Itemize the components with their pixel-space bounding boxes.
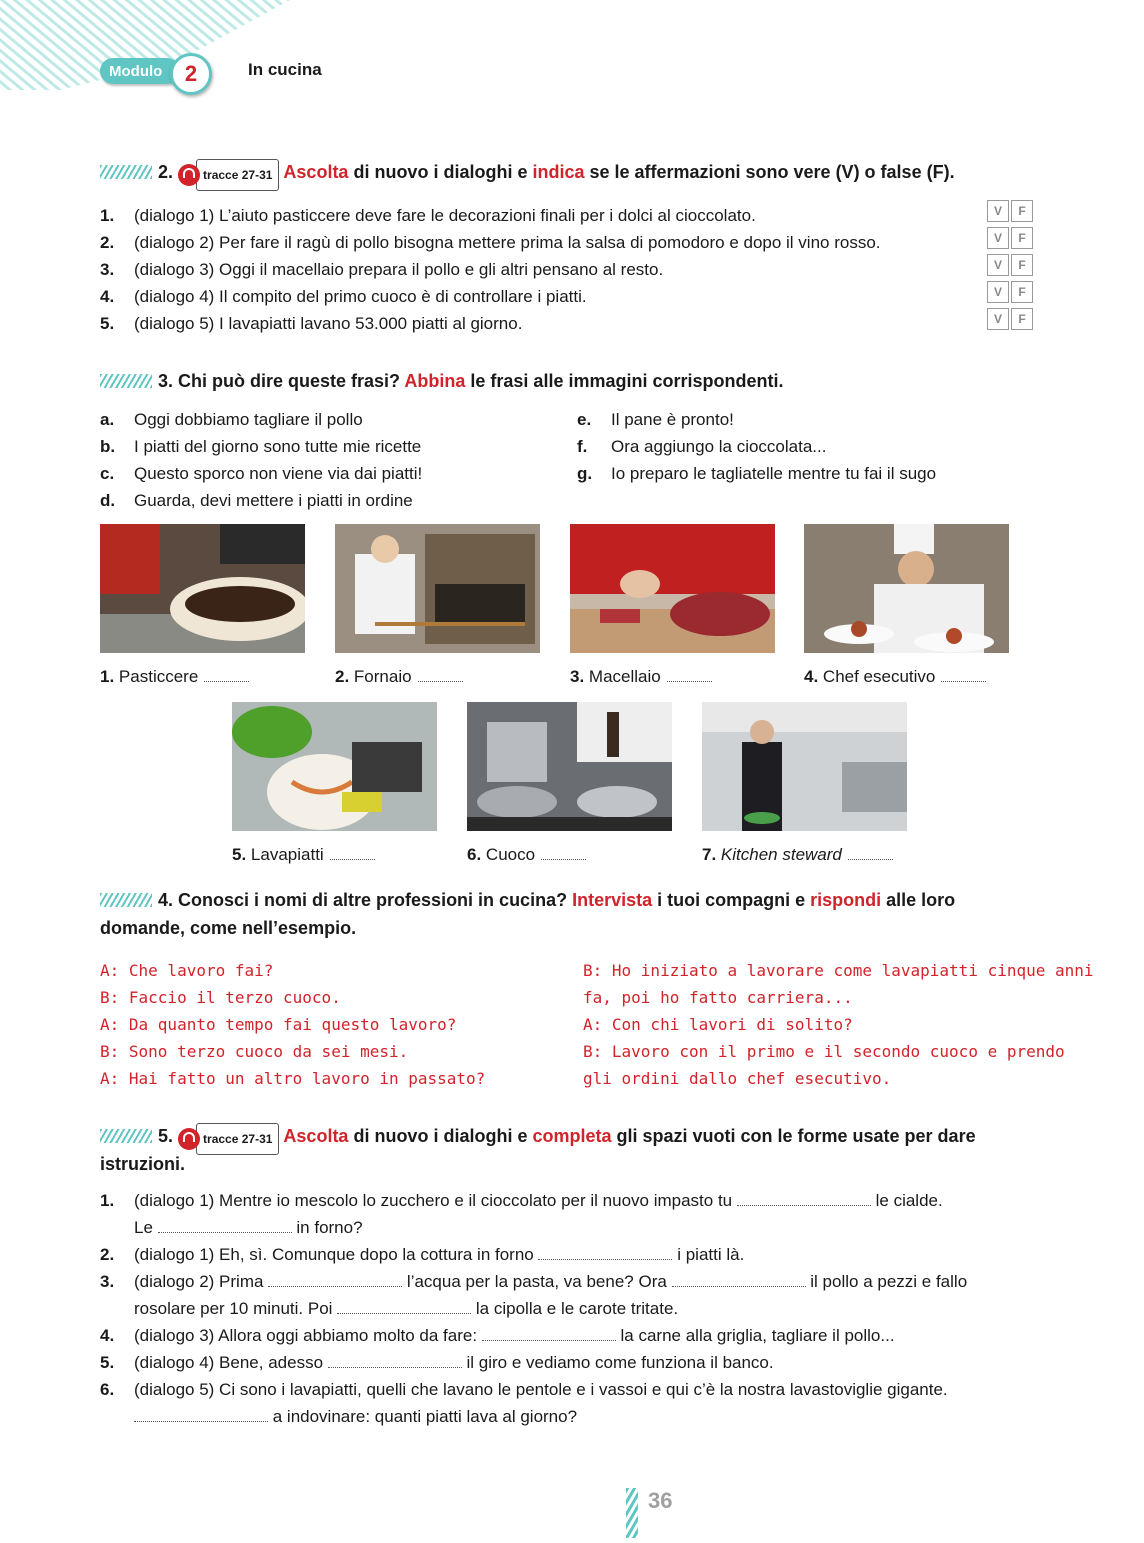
- item-text: Guarda, devi mettere i piatti in ordine: [134, 491, 413, 510]
- blank-field[interactable]: [337, 1303, 471, 1314]
- caption-text: Lavapiatti: [250, 845, 324, 864]
- false-checkbox[interactable]: F: [1011, 308, 1033, 330]
- item-letter: e.: [577, 410, 592, 429]
- ex5-item-3-cont: rosolare per 10 minuti. Poi la cipolla e le carote tritate.: [134, 1299, 679, 1318]
- ex3-heading: 3. Chi può dire queste frasi? Abbina le frasi alle immagini corrispondenti.: [100, 367, 783, 395]
- list-item: [100, 256, 663, 283]
- list-item: [100, 283, 587, 310]
- blank-field[interactable]: [848, 849, 893, 860]
- blank-field[interactable]: [330, 849, 375, 860]
- ex5-item-6: 6. (dialogo 5) Ci sono i lavapiatti, quelli che lavano le pentole e i vassoi e qui c’è la nostra lavastoviglie gigante.: [100, 1380, 948, 1399]
- item-letter: g.: [577, 464, 593, 483]
- caption-text: Macellaio: [588, 667, 661, 686]
- ex5-item-1: 1. (dialogo 1) Mentre io mescolo lo zucchero e il cioccolato per il nuovo impasto tu le cialde.: [100, 1191, 943, 1210]
- true-false-boxes: [987, 200, 1035, 222]
- list-item: [100, 202, 756, 229]
- caption-number: 6.: [467, 845, 482, 864]
- photo-macellaio: [570, 524, 775, 653]
- caption-text: Chef esecutivo: [822, 667, 936, 686]
- false-checkbox[interactable]: F: [1011, 227, 1033, 249]
- blank-field[interactable]: [204, 671, 249, 682]
- photo-chef-esecutivo: [804, 524, 1009, 653]
- item-text: I piatti del giorno sono tutte mie ricette: [134, 437, 422, 456]
- module-number: 2: [170, 53, 212, 95]
- sentence-item: [100, 433, 421, 460]
- sentence-item: [577, 460, 936, 487]
- item-text: (dialogo 1) L’aiuto pasticcere deve fare le decorazioni finali per i dolci al cioccolato.: [134, 206, 756, 225]
- blank-field[interactable]: [541, 849, 586, 860]
- caption-text: Fornaio: [353, 667, 412, 686]
- ex5-item-5: 5. (dialogo 4) Bene, adesso il giro e vediamo come funziona il banco.: [100, 1353, 774, 1372]
- dialog-line: gli ordini dallo chef esecutivo.: [583, 1069, 892, 1088]
- sentence-item: [577, 406, 734, 433]
- dialog-line: B: Ho iniziato a lavorare come lavapiatti cinque anni: [583, 961, 1094, 980]
- list-item: [100, 229, 881, 256]
- ex5-heading-line2: istruzioni.: [100, 1154, 185, 1174]
- ex5-item-1-cont: Le in forno?: [134, 1218, 363, 1237]
- true-false-boxes: [987, 308, 1035, 330]
- caption-number: 4.: [804, 667, 819, 686]
- blank-field[interactable]: [941, 671, 986, 682]
- true-false-boxes: [987, 254, 1035, 276]
- dialog-line: A: Che lavoro fai?: [100, 961, 274, 980]
- sentence-item: [100, 487, 413, 514]
- sentence-item: [100, 460, 422, 487]
- true-checkbox[interactable]: V: [987, 254, 1009, 276]
- dialog-line: A: Da quanto tempo fai questo lavoro?: [100, 1015, 457, 1034]
- photo-caption: [232, 845, 375, 865]
- true-false-boxes: [987, 281, 1035, 303]
- item-text: Ora aggiungo la cioccolata...: [611, 437, 827, 456]
- item-text: Il pane è pronto!: [611, 410, 734, 429]
- item-number: 3.: [100, 260, 115, 279]
- item-text: (dialogo 3) Oggi il macellaio prepara il pollo e gli altri pensano al resto.: [134, 260, 664, 279]
- dialog-line: B: Faccio il terzo cuoco.: [100, 988, 341, 1007]
- caption-number: 1.: [100, 667, 115, 686]
- hatch-icon: [100, 893, 152, 907]
- ex5-item-2: 2. (dialogo 1) Eh, sì. Comunque dopo la cottura in forno i piatti là.: [100, 1245, 745, 1264]
- module-label: Modulo: [109, 63, 163, 80]
- photo-pasticcere: [100, 524, 305, 653]
- photo-caption: [702, 845, 893, 865]
- photo-cuoco: [467, 702, 672, 831]
- caption-number: 7.: [702, 845, 717, 864]
- audio-tracks[interactable]: tracce 27-31: [178, 1123, 279, 1155]
- false-checkbox[interactable]: F: [1011, 200, 1033, 222]
- photo-caption: [804, 667, 986, 687]
- blank-field[interactable]: [328, 1357, 462, 1368]
- blank-field[interactable]: [158, 1222, 292, 1233]
- blank-field[interactable]: [672, 1276, 806, 1287]
- chapter-title: In cucina: [248, 60, 322, 79]
- item-text: Questo sporco non viene via dai piatti!: [134, 464, 423, 483]
- sentence-item: [100, 406, 363, 433]
- blank-field[interactable]: [538, 1249, 672, 1260]
- module-badge: [100, 58, 180, 84]
- caption-text: Cuoco: [485, 845, 536, 864]
- true-checkbox[interactable]: V: [987, 281, 1009, 303]
- blank-field[interactable]: [482, 1330, 616, 1341]
- true-checkbox[interactable]: V: [987, 308, 1009, 330]
- dialog-line: fa, poi ho fatto carriera...: [583, 988, 853, 1007]
- dialog-line: A: Hai fatto un altro lavoro in passato?: [100, 1069, 486, 1088]
- photo-fornaio: [335, 524, 540, 653]
- caption-text: Kitchen steward: [720, 845, 842, 864]
- ex4-heading: 4. Conosci i nomi di altre professioni in cucina? Intervista i tuoi compagni e rispondi alle loro: [100, 886, 955, 914]
- dialog-line: B: Sono terzo cuoco da sei mesi.: [100, 1042, 409, 1061]
- hatch-icon: [100, 1129, 152, 1143]
- item-text: (dialogo 5) I lavapiatti lavano 53.000 piatti al giorno.: [134, 314, 523, 333]
- list-item: [100, 310, 522, 337]
- false-checkbox[interactable]: F: [1011, 254, 1033, 276]
- item-number: 2.: [100, 233, 115, 252]
- blank-field[interactable]: [737, 1195, 871, 1206]
- true-checkbox[interactable]: V: [987, 227, 1009, 249]
- item-number: 5.: [100, 314, 115, 333]
- photo-caption: [335, 667, 463, 687]
- false-checkbox[interactable]: F: [1011, 281, 1033, 303]
- item-letter: d.: [100, 491, 116, 510]
- blank-field[interactable]: [667, 671, 712, 682]
- ex5-item-3: 3. (dialogo 2) Prima l’acqua per la pasta, va bene? Ora il pollo a pezzi e fallo: [100, 1272, 968, 1291]
- blank-field[interactable]: [134, 1411, 268, 1422]
- hatch-icon: [100, 165, 152, 179]
- item-text: Oggi dobbiamo tagliare il pollo: [134, 410, 363, 429]
- item-text: Io preparo le tagliatelle mentre tu fai il sugo: [611, 464, 937, 483]
- item-number: 4.: [100, 287, 115, 306]
- ex5-item-6-cont: a indovinare: quanti piatti lava al giorno?: [134, 1403, 577, 1430]
- sentence-item: [577, 433, 826, 460]
- page-stripe: [626, 1488, 638, 1538]
- item-letter: a.: [100, 410, 115, 429]
- ex5-item-4: 4. (dialogo 3) Allora oggi abbiamo molto da fare: la carne alla griglia, tagliare il pollo...: [100, 1326, 895, 1345]
- ex5-heading: 5. tracce 27-31 Ascolta di nuovo i dialoghi e completa gli spazi vuoti con le forme usate per dare: [100, 1122, 976, 1155]
- page-number: 36: [626, 1488, 672, 1538]
- photo-caption: [570, 667, 712, 687]
- caption-number: 5.: [232, 845, 247, 864]
- blank-field[interactable]: [268, 1276, 402, 1287]
- true-false-boxes: [987, 227, 1035, 249]
- photo-caption: [467, 845, 586, 865]
- item-number: 1.: [100, 206, 115, 225]
- item-text: (dialogo 2) Per fare il ragù di pollo bisogna mettere prima la salsa di pomodoro e dopo il vino rosso.: [134, 233, 881, 252]
- item-letter: b.: [100, 437, 116, 456]
- item-letter: c.: [100, 464, 115, 483]
- blank-field[interactable]: [418, 671, 463, 682]
- ex4-heading-line2: domande, come nell’esempio.: [100, 918, 357, 938]
- ex2-heading: 2. tracce 27-31 Ascolta di nuovo i dialoghi e indica se le affermazioni sono vere (V) o false (F).: [100, 158, 955, 191]
- caption-text: Pasticcere: [118, 667, 199, 686]
- true-checkbox[interactable]: V: [987, 200, 1009, 222]
- item-text: (dialogo 4) Il compito del primo cuoco è di controllare i piatti.: [134, 287, 587, 306]
- caption-number: 2.: [335, 667, 350, 686]
- photo-kitchen-steward: [702, 702, 907, 831]
- photo-caption: [100, 667, 249, 687]
- audio-tracks[interactable]: tracce 27-31: [178, 159, 279, 191]
- dialog-line: B: Lavoro con il primo e il secondo cuoco e prendo: [583, 1042, 1065, 1061]
- caption-number: 3.: [570, 667, 585, 686]
- item-letter: f.: [577, 437, 588, 456]
- photo-lavapiatti: [232, 702, 437, 831]
- hatch-icon: [100, 374, 152, 388]
- dialog-line: A: Con chi lavori di solito?: [583, 1015, 853, 1034]
